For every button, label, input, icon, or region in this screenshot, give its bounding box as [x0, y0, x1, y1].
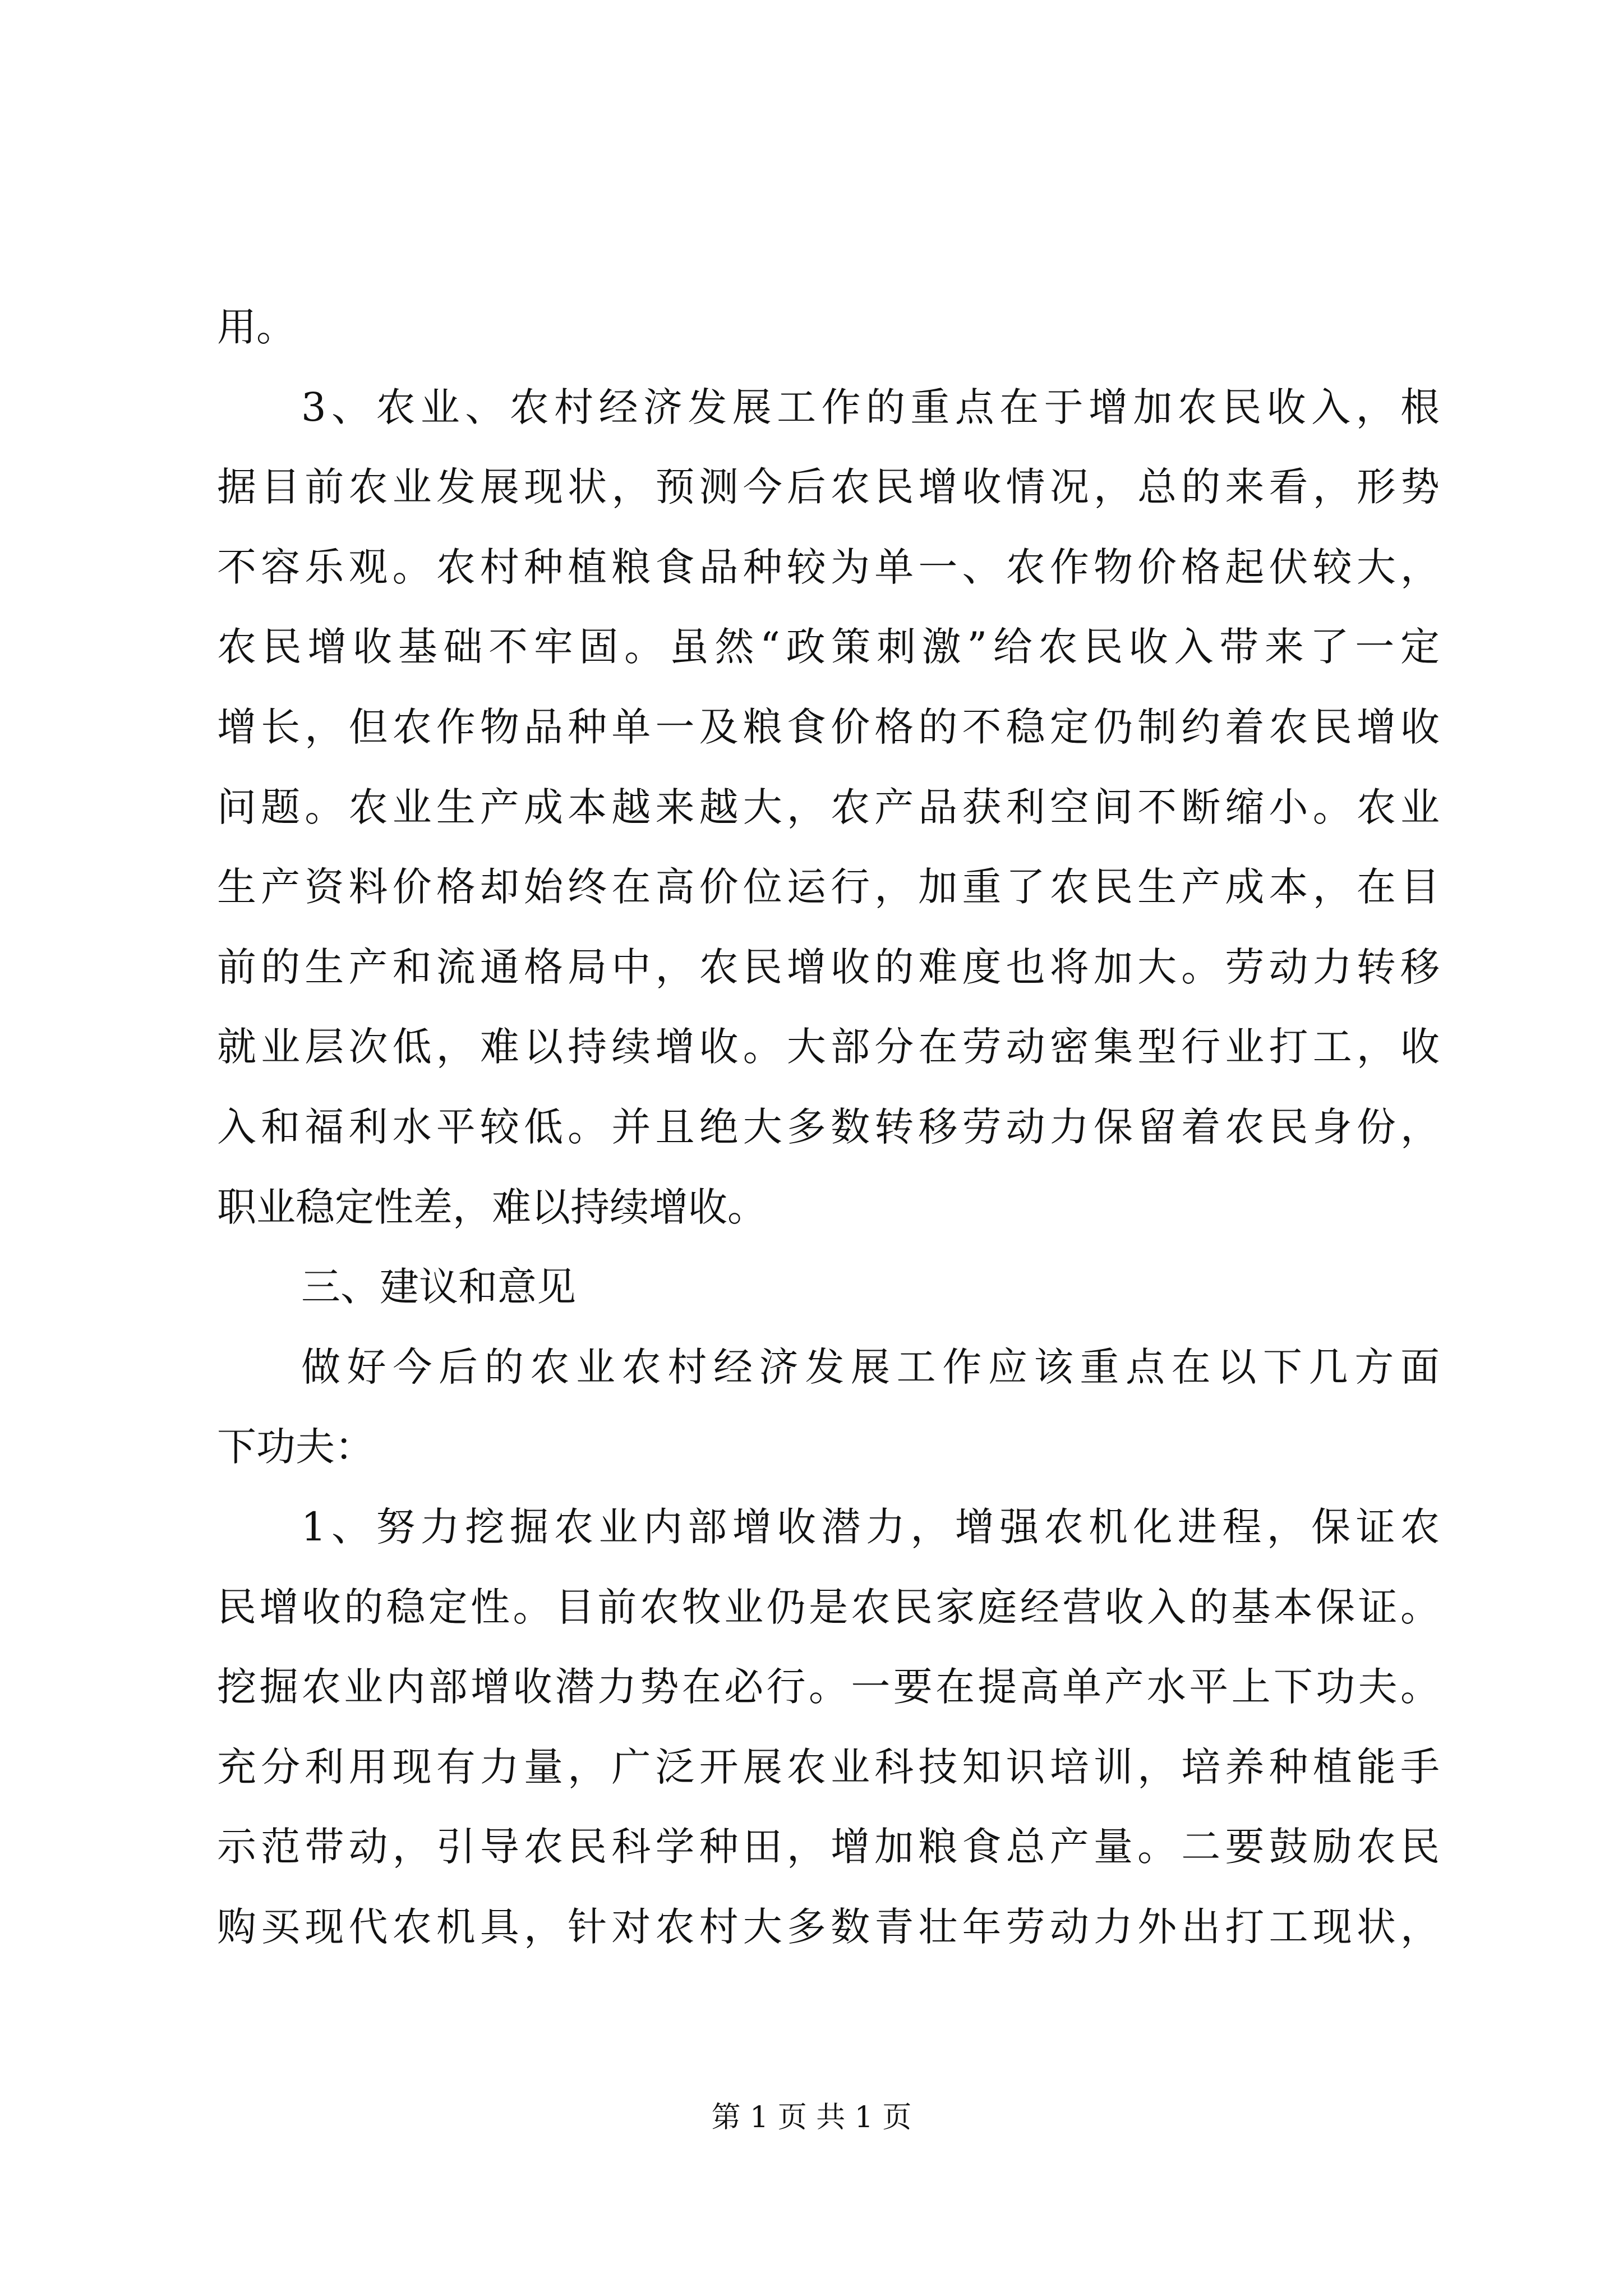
text-line: 用。	[217, 304, 296, 350]
page-footer: 第 1 页 共 1 页	[711, 2101, 912, 2134]
paragraph-first-line: 做好今后的农业农村经济发展工作应该重点在以下几方面	[301, 1343, 1440, 1390]
paragraph-first-line: 1、努力挖掘农业内部增收潜力，增强农机化进程，保证农	[301, 1503, 1440, 1550]
text-line: 问题。农业生产成本越来越大，农产品获利空间不断缩小。农业	[217, 784, 1440, 830]
text-line: 生产资料价格却始终在高价位运行，加重了农民生产成本，在目	[217, 864, 1440, 910]
text-line: 购买现代农机具，针对农村大多数青壮年劳动力外出打工现状，	[217, 1903, 1440, 1950]
text-line: 职业稳定性差，难以持续增收。	[217, 1184, 767, 1230]
text-line: 据目前农业发展现状，预测今后农民增收情况，总的来看，形势	[217, 464, 1440, 510]
text-line: 挖掘农业内部增收潜力势在必行。一要在提高单产水平上下功夫。	[217, 1664, 1440, 1710]
text-line: 入和福利水平较低。并且绝大多数转移劳动力保留着农民身份，	[217, 1103, 1440, 1150]
text-line: 下功夫：	[217, 1424, 374, 1470]
text-line: 增长，但农作物品种单一及粮食价格的不稳定仍制约着农民增收	[217, 703, 1440, 750]
paragraph-first-line: 3、农业、农村经济发展工作的重点在于增加农民收入，根	[301, 384, 1440, 430]
text-line: 不容乐观。农村种植粮食品种较为单一、农作物价格起伏较大，	[217, 544, 1440, 590]
text-line: 前的生产和流通格局中，农民增收的难度也将加大。劳动力转移	[217, 944, 1440, 990]
text-line: 就业层次低，难以持续增收。大部分在劳动密集型行业打工，收	[217, 1024, 1440, 1070]
text-line: 民增收的稳定性。目前农牧业仍是农民家庭经营收入的基本保证。	[217, 1584, 1440, 1630]
text-line: 示范带动，引导农民科学种田，增加粮食总产量。二要鼓励农民	[217, 1824, 1440, 1870]
text-line: 农民增收基础不牢固。虽然“政策刺激”给农民收入带来了一定	[217, 624, 1440, 670]
text-line: 充分利用现有力量，广泛开展农业科技知识培训，培养种植能手	[217, 1743, 1440, 1790]
section-heading: 三、建议和意见	[301, 1264, 576, 1310]
document-body	[217, 287, 1440, 1967]
